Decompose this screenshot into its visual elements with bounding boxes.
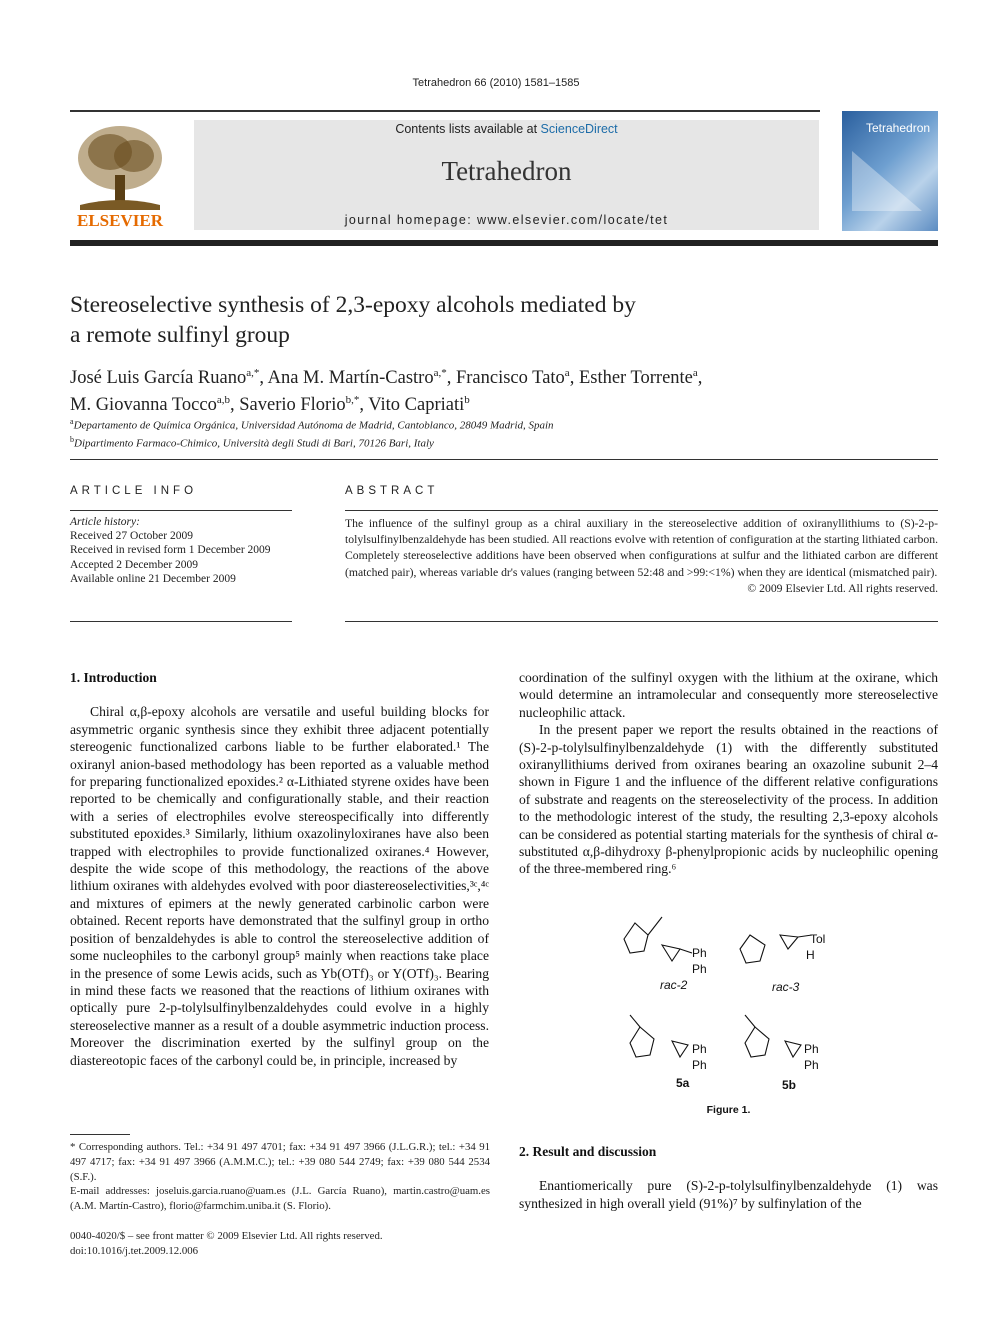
author-name[interactable]: Esther Torrente: [578, 368, 693, 389]
right-paragraph-1: coordination of the sulfinyl oxygen with the lithium at the oxirane, which would determine an intramolecular and consequently more stereoselective nucleophilic attack.: [519, 670, 938, 720]
journal-name: Tetrahedron: [441, 156, 572, 186]
title-line-2: a remote sulfinyl group: [70, 322, 290, 348]
email-addresses: E-mail addresses: joseluis.garcia.ruano@uam.es (J.L. García Ruano), martin.castro@uam.es (A.M. Martín-Castro), florio@farmchim.uniba.it (S. Florio).: [70, 1185, 490, 1213]
author-sup: a: [564, 367, 570, 379]
history-revised: Received in revised form 1 December 2009: [70, 544, 271, 557]
author-name[interactable]: Vito Capriati: [368, 395, 465, 416]
author-name[interactable]: Francisco Tato: [455, 368, 565, 389]
ph-label: Ph: [692, 946, 707, 960]
epoxide-ring: [672, 1041, 688, 1057]
history-online: Available online 21 December 2009: [70, 572, 236, 585]
oxazoline-ring: [624, 923, 648, 953]
epoxide-ring: [785, 1041, 801, 1057]
contents-prefix: Contents lists available at: [395, 122, 541, 136]
author-separator: ,: [697, 368, 703, 389]
abstract-heading: ABSTRACT: [345, 485, 439, 497]
author-sup: b: [464, 394, 470, 407]
intro-paragraph: Chiral α,β-epoxy alcohols are versatile and useful building blocks for asymmetric organic synthesis since they exhibit three adjacent potentially stereogenic functionalized carbons liable to be further elaborated.¹ The oxiranyl anion-based methodology has been reported as a valuable method for preparing functionalized epoxides.² α-Lithiated styrene oxides have been reported to be chemically and configurationally stable, and their reaction with a series of electrophiles evolve stereospecifically into differently substituted epoxides.³ Similarly, lithium oxazolinyloxiranes have also been trapped with electrophiles to provide functionalized oxiranes.⁴ However, despite the wide scope of this methodology, the reactions of the above lithium oxiranes with aldehydes evolved with poor diastereoselectivities,³ᶜ,⁴ᶜ and mixtures of epimers at the newly generated carbinolic carbon were obtained. Recent reports have demonstrated that the sulfinyl group in ortho position of benzaldehydes is able to control the stereoselective addition of some nucleophiles to the carbonyl group⁵ mainly when reactions take place in the presence of some Lewis acids, such as Yb(OTf)₃ or Y(OTf)₃. Bearing in mind these facts we reasoned that the reactions of lithium oxiranes with optically pure 2-p-tolylsulfinylbenzaldehydes could evolve in a highly stereoselective manner as a result of a double asymmetric induction process. Moreover the discrimination exerted by the sulfinyl group on the diastereotopic faces of the carbonyl could be, in principle, increased by: [70, 704, 489, 1068]
affiliations: [70, 415, 930, 450]
author-line-1: [70, 362, 920, 389]
compound-label: rac-3: [772, 980, 800, 994]
compound-label: 5b: [782, 1078, 797, 1092]
affiliation-text: Dipartimento Farmaco-Chimico, Università degli Studi di Bari, 70126 Bari, Italy: [74, 437, 434, 450]
author-separator: ,: [259, 368, 268, 389]
author-sup: a,*: [246, 367, 260, 379]
abstract-bottom-rule: [345, 621, 938, 622]
oxazoline-ring: [745, 1027, 769, 1057]
author-separator: ,: [359, 395, 369, 416]
intro-heading: 1. Introduction: [70, 670, 157, 685]
oxazoline-ring: [740, 935, 765, 963]
journal-reference: Tetrahedron 66 (2010) 1581–1585: [412, 77, 580, 89]
compound-label: rac-2: [660, 978, 688, 992]
article-history: [70, 515, 300, 586]
article-info-heading: ARTICLE INFO: [70, 485, 198, 497]
bond: [680, 949, 692, 953]
doi-line[interactable]: doi:10.1016/j.tet.2009.12.006: [70, 1244, 199, 1257]
abstract-copyright: © 2009 Elsevier Ltd. All rights reserved.: [747, 581, 938, 595]
sciencedirect-link[interactable]: ScienceDirect: [540, 122, 618, 136]
journal-banner: [194, 120, 819, 230]
affiliation-rule: [70, 459, 938, 460]
history-accepted: Accepted 2 December 2009: [70, 558, 199, 571]
corresponding-authors: * Corresponding authors. Tel.: +34 91 497 4701; fax: +34 91 497 3966 (J.L.G.R.); tel.: +34 91 497 4717; fax: +34 91 497 3966 (A.M.M.C.); tel.: +39 080 544 2749; fax: +39 080 544 2534 (S.F.).: [70, 1141, 490, 1183]
ph-label: Ph: [804, 1058, 819, 1072]
author-separator: ,: [569, 368, 579, 389]
cover-graphic: [852, 151, 922, 211]
section-2-heading: 2. Result and discussion: [519, 1144, 657, 1159]
author-line-2: [70, 389, 920, 416]
epoxide-ring: [662, 945, 680, 961]
cover-title: Tetrahedron: [866, 121, 931, 135]
author-name[interactable]: Ana M. Martín-Castro: [267, 368, 434, 389]
affiliation-text: Departamento de Química Orgánica, Universidad Autónoma de Madrid, Cantoblanco, 28049 Madrid, Spain: [73, 419, 554, 432]
history-received: Received 27 October 2009: [70, 530, 193, 543]
footnote-rule: [70, 1134, 130, 1135]
h-label: H: [806, 948, 815, 962]
figure-caption: Figure 1.: [706, 1104, 751, 1116]
article-info-top-rule: [70, 510, 292, 511]
ph-label: Ph: [692, 962, 707, 976]
right-column: [519, 669, 938, 878]
bond: [630, 1015, 640, 1027]
footnotes: [70, 1140, 490, 1214]
epoxide-ring: [780, 935, 798, 949]
history-label: Article history:: [70, 516, 140, 528]
affiliation-a: [70, 415, 930, 433]
bond: [648, 917, 662, 935]
oxazoline-ring: [630, 1027, 654, 1057]
section-2: [519, 1143, 938, 1212]
compound-label: 5a: [676, 1076, 690, 1090]
header-thick-rule: [70, 240, 938, 246]
affiliation-b: [70, 433, 930, 451]
author-sup: a,b: [216, 394, 230, 407]
ph-label: Ph: [692, 1042, 707, 1056]
left-column: [70, 669, 489, 1069]
right-paragraph-2: In the present paper we report the results obtained in the reactions of (S)-2-p-tolylsulfinylbenzaldehyde (1) with the differently substituted oxiranyllithiums derived from oxiranes bearing an oxazoline subunit 2–4 shown in Figure 1 and the influence of the different relative configurations of substrate and reagents on the stereoselectivity of the process. In addition to the methodologic interest of the study, the resulting 2,3-epoxy alcohols can be considered as potential starting materials for the synthesis of chiral α-substituted α,β-dihydroxy β-phenylpropionic acids by nucleophilic opening of the three-membered ring.⁶: [519, 722, 938, 877]
section-2-paragraph: Enantiomerically pure (S)-2-p-tolylsulfinylbenzaldehyde (1) was synthesized in high overall yield (91%)⁷ by sulfinylation of the: [519, 1178, 938, 1211]
elsevier-tree-logo: [70, 120, 170, 232]
affiliation-sup: b: [70, 434, 74, 444]
author-name[interactable]: M. Giovanna Tocco: [70, 395, 217, 416]
author-sup: a: [692, 367, 698, 379]
issn-line: 0040-4020/$ – see front matter © 2009 Elsevier Ltd. All rights reserved.: [70, 1230, 383, 1242]
author-list: [70, 362, 920, 416]
author-separator: ,: [229, 395, 240, 416]
title-line-1: Stereoselective synthesis of 2,3-epoxy alcohols mediated by: [70, 292, 636, 318]
bond: [745, 1015, 755, 1027]
front-matter: [70, 1229, 490, 1258]
ph-label: Ph: [692, 1058, 707, 1072]
journal-cover-image: [842, 111, 938, 231]
abstract-body: [345, 516, 938, 597]
ph-label: Ph: [804, 1042, 819, 1056]
header-rule: [70, 110, 820, 112]
author-name[interactable]: Saverio Florio: [239, 395, 346, 416]
author-name[interactable]: José Luis García Ruano: [70, 368, 247, 389]
abstract-top-rule: [345, 510, 938, 511]
tol-label: Tol: [810, 932, 826, 946]
contents-line: [194, 122, 819, 136]
article-info-bottom-rule: [70, 621, 292, 622]
article-title: [70, 290, 830, 350]
author-separator: ,: [446, 368, 456, 389]
journal-homepage[interactable]: journal homepage: www.elsevier.com/locate/tet: [344, 213, 669, 227]
affiliation-sup: a: [70, 417, 74, 426]
author-sup: b,*: [345, 394, 360, 407]
author-sup: a,*: [433, 367, 447, 379]
figure-1-structures: [600, 905, 860, 1100]
elsevier-wordmark: ELSEVIER: [77, 211, 163, 230]
abstract-text: The influence of the sulfinyl group as a chiral auxiliary in the stereoselective addition of oxiranyllithiums to (S)-2-p-tolylsulfinylbenzaldehyde has been studied. All reactions evolve with retention of configuration at the starting lithiated carbon. Completely stereoselective additions have been observed when configurations at sulfur and the lithiated carbon are different (matched pair), whereas variable dr's values (ranging between 52:48 and >99:<1%) when they are identical (mismatched pair).: [345, 517, 938, 579]
